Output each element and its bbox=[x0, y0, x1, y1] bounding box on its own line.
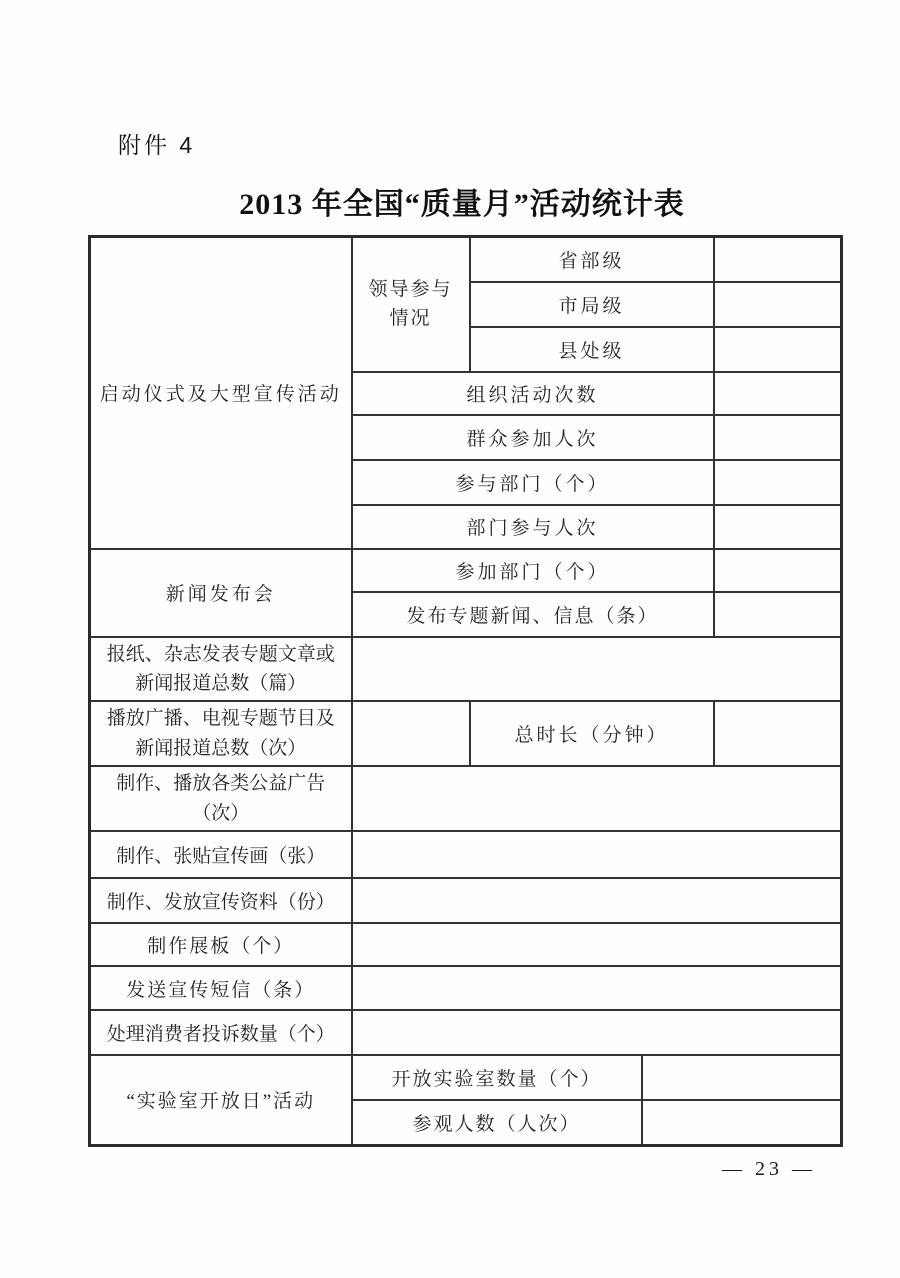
metric-activity-count-label: 组织活动次数 bbox=[352, 372, 714, 415]
value-cell bbox=[714, 592, 842, 637]
value-cell bbox=[642, 1055, 842, 1100]
section-press-conference-label: 新闻发布会 bbox=[90, 549, 352, 637]
table-row bbox=[90, 878, 842, 923]
level-county-label: 县处级 bbox=[470, 327, 714, 372]
table-row bbox=[90, 237, 842, 282]
table-row bbox=[90, 966, 842, 1010]
level-city-label: 市局级 bbox=[470, 282, 714, 327]
leader-participation-line2: 情况 bbox=[389, 308, 432, 330]
value-cell bbox=[352, 831, 842, 878]
table-row bbox=[90, 701, 842, 766]
leader-participation-label bbox=[352, 237, 470, 372]
empty-cell bbox=[352, 701, 470, 766]
metric-visitors-label: 参观人数（人次） bbox=[352, 1100, 642, 1145]
row-posters-label: 制作、张贴宣传画（张） bbox=[90, 831, 352, 878]
metric-public-participants-label: 群众参加人次 bbox=[352, 415, 714, 460]
psa-line2: （次） bbox=[192, 802, 250, 824]
row-psa-label bbox=[90, 766, 352, 831]
broadcast-programs-line2: 新闻报道总数（次） bbox=[135, 737, 307, 759]
psa-line1: 制作、播放各类公益广告 bbox=[116, 773, 326, 795]
value-cell bbox=[714, 505, 842, 549]
page-number: — 23 — bbox=[722, 1158, 816, 1180]
row-complaints-label: 处理消费者投诉数量（个） bbox=[90, 1010, 352, 1055]
row-sms-label: 发送宣传短信（条） bbox=[90, 966, 352, 1010]
value-cell bbox=[352, 923, 842, 966]
table-row bbox=[90, 1055, 842, 1100]
attachment-label: 附件 4 bbox=[118, 132, 196, 158]
value-cell bbox=[352, 637, 842, 702]
page-title: 2013 年全国“质量月”活动统计表 bbox=[239, 188, 685, 221]
statistics-table bbox=[88, 235, 843, 1147]
value-cell bbox=[714, 372, 842, 415]
value-cell bbox=[714, 282, 842, 327]
value-cell bbox=[352, 1010, 842, 1055]
metric-participating-departments-label: 参与部门（个） bbox=[352, 460, 714, 505]
value-cell bbox=[352, 878, 842, 923]
newspaper-articles-line2: 新闻报道总数（篇） bbox=[135, 672, 307, 694]
level-provincial-label: 省部级 bbox=[470, 237, 714, 282]
value-cell bbox=[352, 966, 842, 1010]
table-row bbox=[90, 549, 842, 592]
value-cell bbox=[714, 460, 842, 505]
section-lab-open-day-label: “实验室开放日”活动 bbox=[90, 1055, 352, 1145]
value-cell bbox=[714, 415, 842, 460]
value-cell bbox=[352, 766, 842, 831]
table-row bbox=[90, 637, 842, 702]
value-cell bbox=[714, 327, 842, 372]
table-row bbox=[90, 923, 842, 966]
metric-department-persontimes-label: 部门参与人次 bbox=[352, 505, 714, 549]
value-cell bbox=[714, 549, 842, 592]
value-cell bbox=[714, 237, 842, 282]
table-row bbox=[90, 1010, 842, 1055]
section-launch-label: 启动仪式及大型宣传活动 bbox=[90, 237, 352, 549]
metric-open-labs-label: 开放实验室数量（个） bbox=[352, 1055, 642, 1100]
newspaper-articles-line1: 报纸、杂志发表专题文章或 bbox=[106, 643, 335, 665]
metric-news-items-label: 发布专题新闻、信息（条） bbox=[352, 592, 714, 637]
metric-press-departments-label: 参加部门（个） bbox=[352, 549, 714, 592]
metric-total-duration-label: 总时长（分钟） bbox=[470, 701, 714, 766]
row-materials-label: 制作、发放宣传资料（份） bbox=[90, 878, 352, 923]
broadcast-programs-line1: 播放广播、电视专题节目及 bbox=[106, 708, 335, 730]
table-row bbox=[90, 766, 842, 831]
row-newspaper-articles-label bbox=[90, 637, 352, 702]
value-cell bbox=[642, 1100, 842, 1145]
value-cell bbox=[714, 701, 842, 766]
leader-participation-line1: 领导参与 bbox=[368, 278, 453, 300]
table-row bbox=[90, 831, 842, 878]
row-display-boards-label: 制作展板（个） bbox=[90, 923, 352, 966]
row-broadcast-programs-label bbox=[90, 701, 352, 766]
